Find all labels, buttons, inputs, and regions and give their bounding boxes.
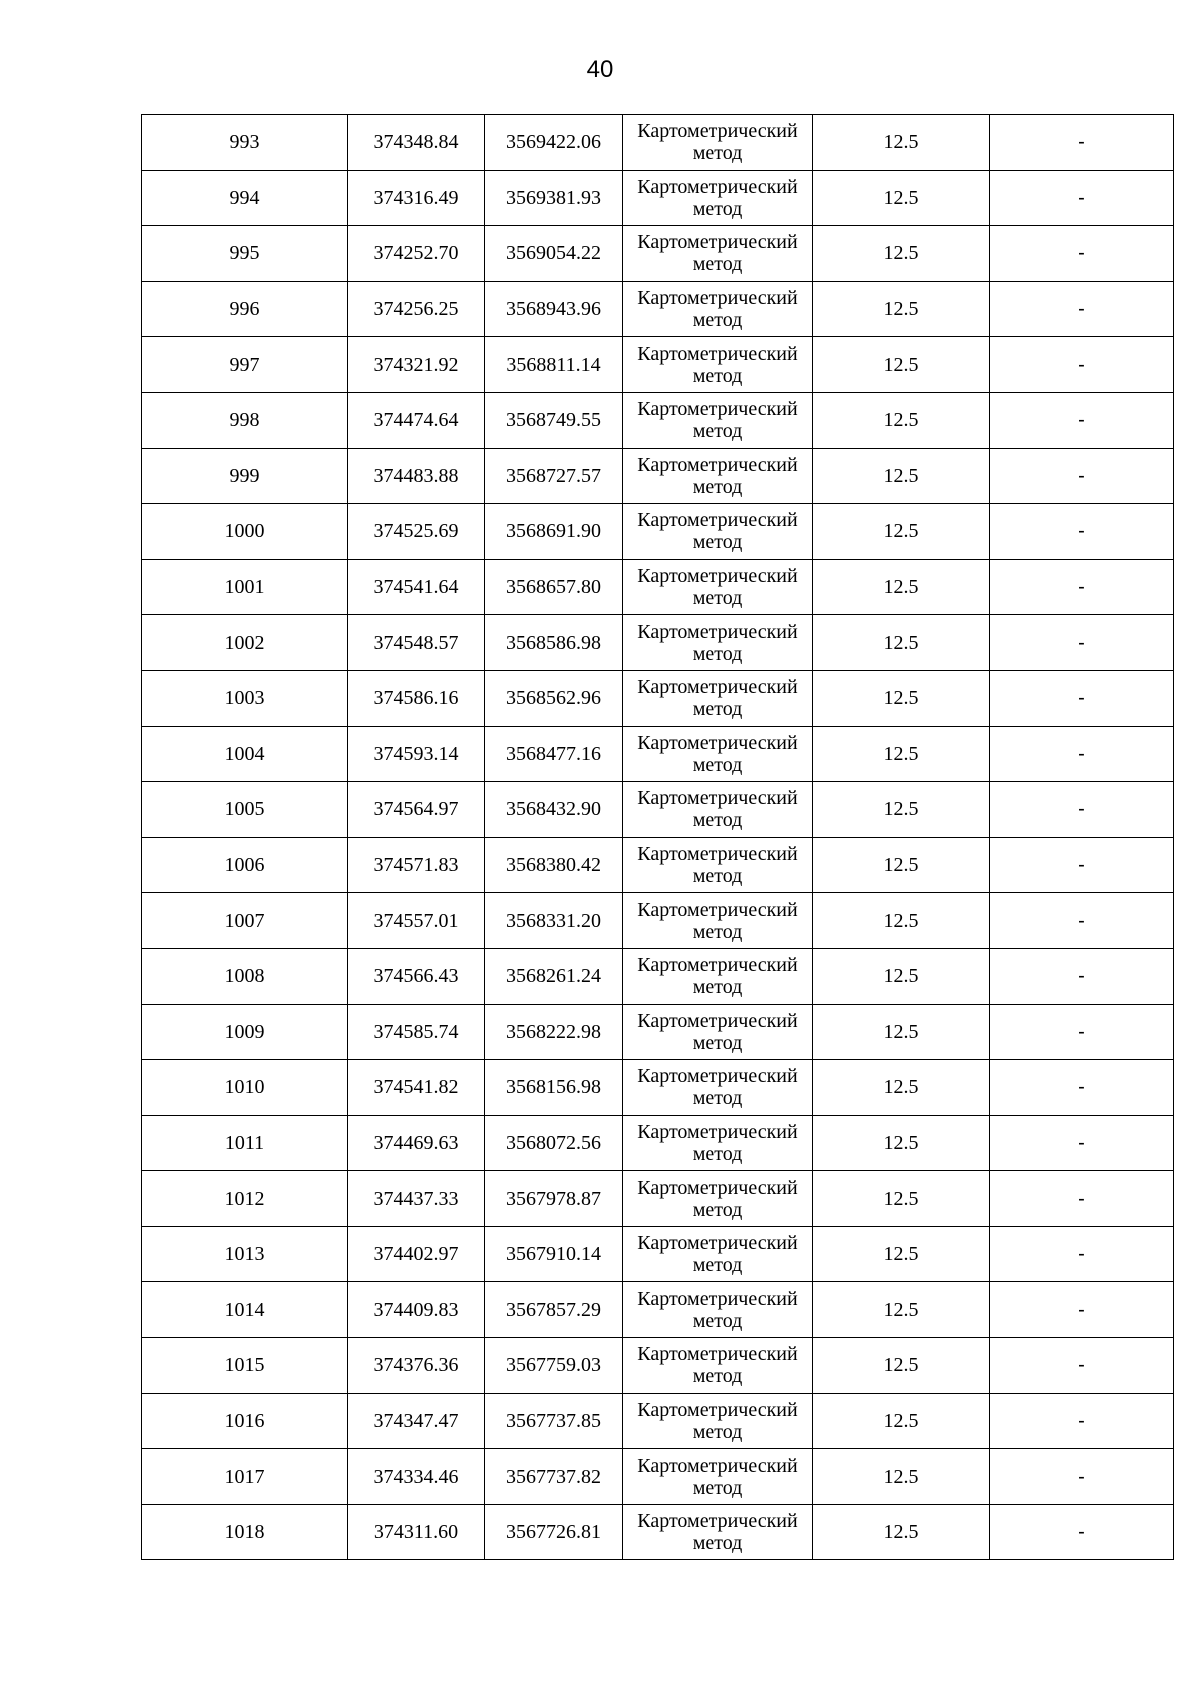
x-coordinate-cell: 374402.97 — [348, 1226, 485, 1282]
x-coordinate-cell: 374334.46 — [348, 1449, 485, 1505]
point-number-cell: 996 — [142, 281, 348, 337]
x-coordinate-cell: 374586.16 — [348, 670, 485, 726]
method-line-2: метод — [692, 587, 743, 610]
precision-cell: 12.5 — [813, 837, 990, 893]
x-coordinate-cell: 374311.60 — [348, 1504, 485, 1560]
note-cell: - — [990, 226, 1174, 282]
x-coordinate-cell: 374525.69 — [348, 504, 485, 560]
note-cell: - — [990, 1060, 1174, 1116]
table-row — [142, 1004, 1174, 1060]
precision-cell: 12.5 — [813, 1115, 990, 1171]
y-coordinate-cell: 3568657.80 — [485, 559, 623, 615]
table-row — [142, 670, 1174, 726]
y-coordinate-cell: 3568222.98 — [485, 1004, 623, 1060]
method-line-1: Картометрический — [637, 398, 798, 421]
note-cell: - — [990, 559, 1174, 615]
note-cell: - — [990, 615, 1174, 671]
method-cell — [623, 1115, 813, 1171]
y-coordinate-cell: 3568749.55 — [485, 392, 623, 448]
method-line-1: Картометрический — [637, 1120, 798, 1143]
note-cell: - — [990, 170, 1174, 226]
method-line-2: метод — [692, 1198, 743, 1221]
table-row — [142, 559, 1174, 615]
method-cell — [623, 782, 813, 838]
point-number-cell: 1002 — [142, 615, 348, 671]
y-coordinate-cell: 3567737.82 — [485, 1449, 623, 1505]
point-number-cell: 1014 — [142, 1282, 348, 1338]
point-number-cell: 1006 — [142, 837, 348, 893]
precision-cell: 12.5 — [813, 1449, 990, 1505]
point-number-cell: 995 — [142, 226, 348, 282]
method-line-2: метод — [692, 1532, 743, 1555]
method-line-1: Картометрический — [637, 1232, 798, 1255]
precision-cell: 12.5 — [813, 115, 990, 171]
x-coordinate-cell: 374348.84 — [348, 115, 485, 171]
note-cell: - — [990, 1171, 1174, 1227]
point-number-cell: 1000 — [142, 504, 348, 560]
point-number-cell: 1009 — [142, 1004, 348, 1060]
y-coordinate-cell: 3569054.22 — [485, 226, 623, 282]
method-cell — [623, 670, 813, 726]
precision-cell: 12.5 — [813, 1060, 990, 1116]
precision-cell: 12.5 — [813, 670, 990, 726]
x-coordinate-cell: 374566.43 — [348, 948, 485, 1004]
x-coordinate-cell: 374469.63 — [348, 1115, 485, 1171]
note-cell: - — [990, 1338, 1174, 1394]
precision-cell: 12.5 — [813, 1171, 990, 1227]
precision-cell: 12.5 — [813, 170, 990, 226]
method-cell — [623, 337, 813, 393]
precision-cell: 12.5 — [813, 337, 990, 393]
table-row — [142, 837, 1174, 893]
method-cell — [623, 1393, 813, 1449]
precision-cell: 12.5 — [813, 726, 990, 782]
note-cell: - — [990, 726, 1174, 782]
method-line-2: метод — [692, 753, 743, 776]
y-coordinate-cell: 3568586.98 — [485, 615, 623, 671]
table-row — [142, 1171, 1174, 1227]
precision-cell: 12.5 — [813, 615, 990, 671]
y-coordinate-cell: 3568477.16 — [485, 726, 623, 782]
method-line-2: метод — [692, 865, 743, 888]
method-line-2: метод — [692, 1420, 743, 1443]
point-number-cell: 1005 — [142, 782, 348, 838]
note-cell: - — [990, 1115, 1174, 1171]
table-row — [142, 115, 1174, 171]
note-cell: - — [990, 1004, 1174, 1060]
x-coordinate-cell: 374474.64 — [348, 392, 485, 448]
method-line-2: метод — [692, 420, 743, 443]
page-number: 40 — [586, 56, 614, 83]
method-line-2: метод — [692, 253, 743, 276]
x-coordinate-cell: 374321.92 — [348, 337, 485, 393]
table-row — [142, 893, 1174, 949]
x-coordinate-cell: 374564.97 — [348, 782, 485, 838]
coordinates-table — [141, 114, 1174, 1560]
table-row — [142, 1226, 1174, 1282]
method-cell — [623, 1449, 813, 1505]
method-cell — [623, 1282, 813, 1338]
table-row — [142, 1282, 1174, 1338]
note-cell: - — [990, 893, 1174, 949]
method-line-2: метод — [692, 309, 743, 332]
table-row — [142, 1115, 1174, 1171]
note-cell: - — [990, 115, 1174, 171]
method-line-2: метод — [692, 920, 743, 943]
method-cell — [623, 1171, 813, 1227]
coordinates-table-body — [142, 115, 1174, 1560]
point-number-cell: 1016 — [142, 1393, 348, 1449]
y-coordinate-cell: 3567857.29 — [485, 1282, 623, 1338]
method-line-2: метод — [692, 531, 743, 554]
x-coordinate-cell: 374585.74 — [348, 1004, 485, 1060]
x-coordinate-cell: 374483.88 — [348, 448, 485, 504]
method-line-1: Картометрический — [637, 787, 798, 810]
method-line-2: метод — [692, 1254, 743, 1277]
method-cell — [623, 893, 813, 949]
method-line-1: Картометрический — [637, 120, 798, 143]
method-cell — [623, 281, 813, 337]
method-cell — [623, 504, 813, 560]
note-cell: - — [990, 837, 1174, 893]
y-coordinate-cell: 3567737.85 — [485, 1393, 623, 1449]
note-cell: - — [990, 782, 1174, 838]
method-line-1: Картометрический — [637, 1176, 798, 1199]
method-cell — [623, 615, 813, 671]
method-line-1: Картометрический — [637, 954, 798, 977]
y-coordinate-cell: 3569422.06 — [485, 115, 623, 171]
y-coordinate-cell: 3567910.14 — [485, 1226, 623, 1282]
note-cell: - — [990, 392, 1174, 448]
method-line-1: Картометрический — [637, 1287, 798, 1310]
note-cell: - — [990, 1282, 1174, 1338]
table-row — [142, 1338, 1174, 1394]
method-cell — [623, 559, 813, 615]
method-line-1: Картометрический — [637, 342, 798, 365]
note-cell: - — [990, 281, 1174, 337]
note-cell: - — [990, 948, 1174, 1004]
point-number-cell: 1007 — [142, 893, 348, 949]
method-line-1: Картометрический — [637, 175, 798, 198]
point-number-cell: 997 — [142, 337, 348, 393]
precision-cell: 12.5 — [813, 392, 990, 448]
x-coordinate-cell: 374548.57 — [348, 615, 485, 671]
y-coordinate-cell: 3567726.81 — [485, 1504, 623, 1560]
table-row — [142, 281, 1174, 337]
x-coordinate-cell: 374316.49 — [348, 170, 485, 226]
method-cell — [623, 392, 813, 448]
table-row — [142, 448, 1174, 504]
method-line-1: Картометрический — [637, 453, 798, 476]
method-line-2: метод — [692, 698, 743, 721]
table-row — [142, 726, 1174, 782]
y-coordinate-cell: 3567978.87 — [485, 1171, 623, 1227]
method-line-1: Картометрический — [637, 1343, 798, 1366]
x-coordinate-cell: 374376.36 — [348, 1338, 485, 1394]
y-coordinate-cell: 3568380.42 — [485, 837, 623, 893]
method-line-1: Картометрический — [637, 898, 798, 921]
method-cell — [623, 1060, 813, 1116]
method-line-2: метод — [692, 809, 743, 832]
precision-cell: 12.5 — [813, 1282, 990, 1338]
table-row — [142, 948, 1174, 1004]
y-coordinate-cell: 3568727.57 — [485, 448, 623, 504]
note-cell: - — [990, 1226, 1174, 1282]
note-cell: - — [990, 1393, 1174, 1449]
table-row — [142, 1060, 1174, 1116]
method-line-1: Картометрический — [637, 676, 798, 699]
table-row — [142, 1449, 1174, 1505]
y-coordinate-cell: 3567759.03 — [485, 1338, 623, 1394]
y-coordinate-cell: 3568432.90 — [485, 782, 623, 838]
table-row — [142, 226, 1174, 282]
note-cell: - — [990, 1504, 1174, 1560]
method-line-1: Картометрический — [637, 1398, 798, 1421]
point-number-cell: 1004 — [142, 726, 348, 782]
method-cell — [623, 1504, 813, 1560]
point-number-cell: 1008 — [142, 948, 348, 1004]
note-cell: - — [990, 337, 1174, 393]
precision-cell: 12.5 — [813, 1004, 990, 1060]
precision-cell: 12.5 — [813, 281, 990, 337]
method-line-2: метод — [692, 1365, 743, 1388]
table-row — [142, 1504, 1174, 1560]
method-line-1: Картометрический — [637, 509, 798, 532]
point-number-cell: 993 — [142, 115, 348, 171]
y-coordinate-cell: 3568331.20 — [485, 893, 623, 949]
method-cell — [623, 226, 813, 282]
x-coordinate-cell: 374252.70 — [348, 226, 485, 282]
note-cell: - — [990, 504, 1174, 560]
x-coordinate-cell: 374541.82 — [348, 1060, 485, 1116]
precision-cell: 12.5 — [813, 948, 990, 1004]
y-coordinate-cell: 3569381.93 — [485, 170, 623, 226]
y-coordinate-cell: 3568943.96 — [485, 281, 623, 337]
precision-cell: 12.5 — [813, 1338, 990, 1394]
precision-cell: 12.5 — [813, 504, 990, 560]
point-number-cell: 1011 — [142, 1115, 348, 1171]
method-line-2: метод — [692, 1309, 743, 1332]
method-line-1: Картометрический — [637, 620, 798, 643]
method-line-1: Картометрический — [637, 1009, 798, 1032]
method-line-1: Картометрический — [637, 1454, 798, 1477]
note-cell: - — [990, 670, 1174, 726]
method-cell — [623, 1226, 813, 1282]
precision-cell: 12.5 — [813, 893, 990, 949]
method-line-2: метод — [692, 1476, 743, 1499]
method-cell — [623, 115, 813, 171]
method-cell — [623, 726, 813, 782]
method-line-2: метод — [692, 642, 743, 665]
table-row — [142, 1393, 1174, 1449]
y-coordinate-cell: 3568261.24 — [485, 948, 623, 1004]
method-line-1: Картометрический — [637, 231, 798, 254]
x-coordinate-cell: 374557.01 — [348, 893, 485, 949]
precision-cell: 12.5 — [813, 782, 990, 838]
method-cell — [623, 170, 813, 226]
y-coordinate-cell: 3568811.14 — [485, 337, 623, 393]
precision-cell: 12.5 — [813, 1393, 990, 1449]
method-line-2: метод — [692, 1087, 743, 1110]
method-line-1: Картометрический — [637, 1510, 798, 1533]
method-cell — [623, 948, 813, 1004]
point-number-cell: 998 — [142, 392, 348, 448]
note-cell: - — [990, 448, 1174, 504]
point-number-cell: 1001 — [142, 559, 348, 615]
method-cell — [623, 837, 813, 893]
point-number-cell: 1013 — [142, 1226, 348, 1282]
point-number-cell: 1017 — [142, 1449, 348, 1505]
table-row — [142, 170, 1174, 226]
method-line-2: метод — [692, 1031, 743, 1054]
method-line-2: метод — [692, 1142, 743, 1165]
precision-cell: 12.5 — [813, 448, 990, 504]
method-cell — [623, 448, 813, 504]
y-coordinate-cell: 3568072.56 — [485, 1115, 623, 1171]
x-coordinate-cell: 374409.83 — [348, 1282, 485, 1338]
method-line-1: Картометрический — [637, 731, 798, 754]
point-number-cell: 1003 — [142, 670, 348, 726]
precision-cell: 12.5 — [813, 1226, 990, 1282]
x-coordinate-cell: 374256.25 — [348, 281, 485, 337]
x-coordinate-cell: 374571.83 — [348, 837, 485, 893]
method-line-2: метод — [692, 976, 743, 999]
method-cell — [623, 1004, 813, 1060]
method-line-2: метод — [692, 364, 743, 387]
method-line-1: Картометрический — [637, 843, 798, 866]
y-coordinate-cell: 3568562.96 — [485, 670, 623, 726]
method-line-2: метод — [692, 142, 743, 165]
method-line-1: Картометрический — [637, 1065, 798, 1088]
precision-cell: 12.5 — [813, 1504, 990, 1560]
x-coordinate-cell: 374347.47 — [348, 1393, 485, 1449]
y-coordinate-cell: 3568156.98 — [485, 1060, 623, 1116]
table-row — [142, 615, 1174, 671]
precision-cell: 12.5 — [813, 226, 990, 282]
precision-cell: 12.5 — [813, 559, 990, 615]
table-row — [142, 392, 1174, 448]
method-cell — [623, 1338, 813, 1394]
point-number-cell: 1015 — [142, 1338, 348, 1394]
point-number-cell: 999 — [142, 448, 348, 504]
table-row — [142, 782, 1174, 838]
x-coordinate-cell: 374541.64 — [348, 559, 485, 615]
table-row — [142, 337, 1174, 393]
table-row — [142, 504, 1174, 560]
y-coordinate-cell: 3568691.90 — [485, 504, 623, 560]
method-line-1: Картометрический — [637, 565, 798, 588]
x-coordinate-cell: 374593.14 — [348, 726, 485, 782]
x-coordinate-cell: 374437.33 — [348, 1171, 485, 1227]
point-number-cell: 1018 — [142, 1504, 348, 1560]
note-cell: - — [990, 1449, 1174, 1505]
point-number-cell: 1010 — [142, 1060, 348, 1116]
method-line-2: метод — [692, 197, 743, 220]
method-line-2: метод — [692, 475, 743, 498]
point-number-cell: 994 — [142, 170, 348, 226]
method-line-1: Картометрический — [637, 287, 798, 310]
point-number-cell: 1012 — [142, 1171, 348, 1227]
